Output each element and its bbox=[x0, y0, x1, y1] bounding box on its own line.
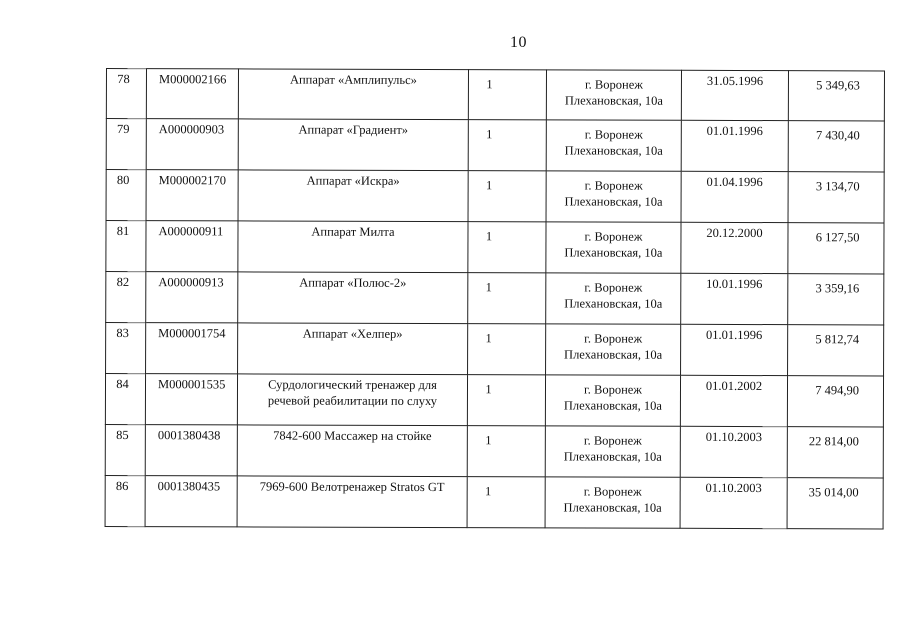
row-number: 81 bbox=[116, 224, 130, 239]
table-row bbox=[106, 323, 884, 376]
item-name-line: Сурдологический тренажер для bbox=[268, 377, 437, 393]
address-city: г. Воронеж bbox=[584, 127, 643, 142]
item-name-line: Аппарат Милта bbox=[311, 224, 395, 239]
address-city: г. Воронеж bbox=[583, 433, 642, 448]
address-street: Плехановская, 10а bbox=[564, 194, 663, 209]
commission-date: 01.01.1996 bbox=[706, 327, 763, 343]
address-cell bbox=[546, 120, 681, 171]
inventory-code-cell bbox=[146, 119, 238, 170]
table-row bbox=[106, 69, 884, 121]
item-name-line: Аппарат «Полюс-2» bbox=[299, 275, 407, 290]
page-number: 10 bbox=[510, 34, 527, 51]
table-row bbox=[105, 424, 883, 477]
book-value: 3 359,16 bbox=[815, 281, 860, 296]
quantity: 1 bbox=[485, 229, 493, 244]
inventory-code: А000000913 bbox=[158, 275, 224, 290]
address-street: Плехановская, 10а bbox=[564, 245, 663, 260]
row-number: 83 bbox=[116, 326, 129, 341]
row-number: 79 bbox=[117, 122, 130, 137]
address-street: Плехановская, 10а bbox=[564, 93, 663, 108]
quantity-cell bbox=[468, 120, 546, 171]
commission-date: 01.04.1996 bbox=[706, 174, 763, 190]
inventory-code-cell bbox=[145, 374, 237, 425]
quantity-cell bbox=[468, 171, 546, 222]
commission-date: 01.10.2003 bbox=[705, 429, 762, 445]
item-name-line: Аппарат «Градиент» bbox=[298, 122, 409, 137]
date-cell bbox=[680, 477, 787, 528]
date-cell bbox=[680, 426, 787, 477]
inventory-code: М000002170 bbox=[158, 173, 227, 188]
address-city: г. Воронеж bbox=[584, 178, 643, 193]
cost-cell bbox=[788, 71, 884, 121]
inventory-code-cell bbox=[146, 272, 238, 323]
item-name-cell bbox=[238, 170, 468, 222]
commission-date: 31.05.1996 bbox=[706, 73, 764, 89]
address-city: г. Воронеж bbox=[584, 331, 643, 346]
quantity: 1 bbox=[485, 433, 492, 448]
quantity-cell bbox=[468, 273, 546, 324]
item-name-line: Аппарат «Хелпер» bbox=[302, 326, 403, 341]
date-cell bbox=[680, 375, 787, 426]
inventory-code-cell bbox=[145, 425, 237, 476]
item-name-cell bbox=[238, 119, 468, 171]
address-cell bbox=[546, 273, 681, 324]
inventory-code: М000001535 bbox=[157, 377, 226, 392]
address-cell bbox=[546, 70, 681, 120]
table-row bbox=[105, 374, 883, 427]
inventory-code-cell bbox=[146, 69, 238, 119]
book-value: 7 430,40 bbox=[816, 128, 860, 143]
item-name-line: Аппарат «Искра» bbox=[306, 173, 400, 188]
quantity: 1 bbox=[485, 484, 492, 499]
quantity-cell bbox=[467, 477, 545, 528]
address-cell bbox=[546, 222, 681, 273]
book-value: 5 812,74 bbox=[815, 332, 860, 347]
row-number-cell bbox=[106, 221, 146, 272]
inventory-code-cell bbox=[146, 221, 238, 272]
quantity-cell bbox=[468, 222, 546, 273]
commission-date: 10.01.1996 bbox=[706, 276, 763, 292]
row-number-cell bbox=[105, 475, 145, 526]
quantity: 1 bbox=[486, 77, 493, 92]
table-row bbox=[106, 170, 884, 223]
date-cell bbox=[681, 222, 788, 273]
inventory-code: А000000911 bbox=[158, 224, 224, 239]
row-number-cell bbox=[105, 374, 145, 425]
address-street: Плехановская, 10а bbox=[563, 398, 662, 413]
book-value: 6 127,50 bbox=[815, 230, 860, 245]
address-cell bbox=[546, 171, 681, 222]
table-row bbox=[106, 272, 884, 325]
row-number: 82 bbox=[116, 275, 130, 290]
address-street: Плехановская, 10а bbox=[563, 449, 662, 464]
inventory-code-cell bbox=[146, 323, 238, 374]
quantity-cell bbox=[467, 426, 545, 477]
inventory-code-cell bbox=[146, 170, 238, 221]
book-value: 22 814,00 bbox=[808, 434, 859, 449]
item-name-cell bbox=[237, 425, 467, 477]
item-name-cell bbox=[237, 476, 467, 528]
inventory-code: 0001380435 bbox=[157, 479, 221, 494]
address-city: г. Воронеж bbox=[584, 229, 643, 244]
address-cell bbox=[545, 375, 680, 426]
address-city: г. Воронеж bbox=[584, 77, 643, 92]
inventory-table bbox=[105, 68, 885, 529]
item-name-line: речевой реабилитации по слуху bbox=[267, 393, 438, 409]
inventory-code: М000002166 bbox=[158, 72, 227, 87]
address-cell bbox=[545, 477, 680, 528]
inventory-code-cell bbox=[145, 476, 237, 527]
item-name-cell bbox=[238, 221, 468, 273]
row-number-cell bbox=[105, 424, 145, 475]
address-city: г. Воронеж bbox=[584, 382, 642, 397]
item-name-line: Аппарат «Амплипульс» bbox=[289, 72, 417, 87]
cost-cell bbox=[788, 223, 884, 274]
cost-cell bbox=[788, 121, 884, 172]
table-row bbox=[105, 475, 883, 528]
commission-date: 01.10.2003 bbox=[705, 480, 762, 496]
quantity: 1 bbox=[486, 127, 493, 142]
cost-cell bbox=[787, 478, 883, 529]
item-name-cell bbox=[238, 323, 468, 375]
row-number: 84 bbox=[116, 377, 129, 392]
cost-cell bbox=[788, 172, 884, 223]
date-cell bbox=[681, 70, 788, 120]
date-cell bbox=[681, 324, 788, 375]
table-body bbox=[105, 69, 884, 529]
address-street: Плехановская, 10а bbox=[564, 347, 663, 362]
row-number: 86 bbox=[115, 479, 129, 494]
cost-cell bbox=[787, 427, 883, 478]
quantity: 1 bbox=[485, 382, 492, 397]
address-street: Плехановская, 10а bbox=[564, 143, 663, 158]
quantity-cell bbox=[467, 375, 545, 426]
book-value: 35 014,00 bbox=[808, 485, 859, 500]
row-number-cell bbox=[106, 323, 146, 374]
table-row bbox=[106, 221, 884, 274]
row-number-cell bbox=[106, 119, 146, 170]
inventory-code: 0001380438 bbox=[157, 428, 221, 443]
row-number: 80 bbox=[116, 173, 130, 188]
commission-date: 20.12.2000 bbox=[706, 225, 763, 241]
quantity: 1 bbox=[485, 280, 492, 295]
cost-cell bbox=[787, 376, 883, 427]
date-cell bbox=[681, 171, 788, 222]
item-name-cell bbox=[238, 272, 468, 324]
item-name-line: 7969-600 Велотренажер Stratos GT bbox=[259, 479, 445, 495]
book-value: 3 134,70 bbox=[815, 179, 860, 194]
row-number: 78 bbox=[117, 72, 130, 87]
quantity: 1 bbox=[485, 331, 492, 346]
date-cell bbox=[681, 273, 788, 324]
table-row bbox=[106, 119, 884, 172]
item-name-cell bbox=[237, 374, 467, 426]
date-cell bbox=[681, 120, 788, 171]
row-number-cell bbox=[106, 69, 146, 119]
address-street: Плехановская, 10а bbox=[563, 500, 662, 515]
book-value: 7 494,90 bbox=[815, 383, 860, 398]
cost-cell bbox=[788, 274, 884, 325]
address-city: г. Воронеж bbox=[583, 484, 642, 499]
address-cell bbox=[545, 426, 680, 477]
book-value: 5 349,63 bbox=[816, 78, 860, 93]
commission-date: 01.01.1996 bbox=[706, 123, 763, 139]
cost-cell bbox=[788, 325, 884, 376]
commission-date: 01.01.2002 bbox=[705, 378, 763, 394]
row-number-cell bbox=[106, 170, 146, 221]
address-city: г. Воронеж bbox=[584, 280, 643, 295]
address-cell bbox=[546, 324, 681, 375]
quantity-cell bbox=[468, 70, 546, 120]
row-number: 85 bbox=[116, 428, 129, 443]
item-name-line: 7842-600 Массажер на стойке bbox=[273, 428, 432, 444]
inventory-code: М000001754 bbox=[158, 326, 226, 341]
address-street: Плехановская, 10а bbox=[564, 296, 663, 311]
inventory-code: А000000903 bbox=[158, 122, 225, 137]
quantity-cell bbox=[468, 324, 546, 375]
item-name-cell bbox=[238, 69, 468, 120]
row-number-cell bbox=[106, 272, 146, 323]
quantity: 1 bbox=[485, 178, 493, 193]
